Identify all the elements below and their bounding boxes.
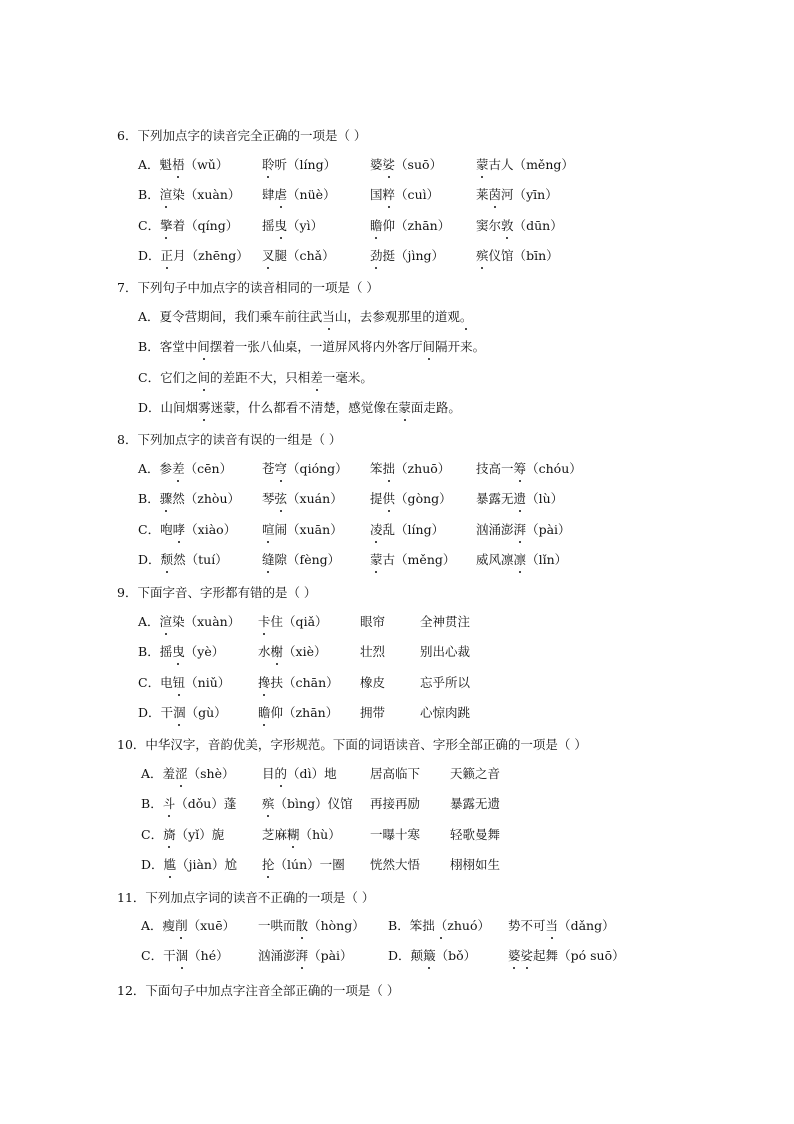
dotted-character: 擎 <box>160 216 173 236</box>
dotted-character: 瞻 <box>258 703 271 723</box>
option-label-item: C．旖（yǐ）旎 <box>141 825 224 845</box>
dotted-character: 钮 <box>173 673 186 693</box>
option-item: 窦尔敦（dūn） <box>476 216 563 236</box>
dotted-character: 湃 <box>296 946 309 966</box>
dotted-character: 榭 <box>271 642 284 662</box>
option-label-item: D．尴（jiàn）尬 <box>141 855 237 875</box>
dotted-character: 间 <box>197 337 210 357</box>
dotted-character: 抡 <box>262 855 275 875</box>
dotted-character: 当 <box>546 916 559 936</box>
dotted-character: 尴 <box>164 855 177 875</box>
option-item: 婆娑（suō） <box>370 155 442 175</box>
dotted-character: 殡 <box>262 794 275 814</box>
question-stem: 7．下列句子中加点字的读音相同的一项是（ ） <box>117 280 379 295</box>
dotted-character: 蒙 <box>398 398 411 418</box>
option-item: 心惊肉跳 <box>420 705 471 721</box>
dotted-character: 正 <box>161 246 174 266</box>
dotted-character: 蒙 <box>370 550 383 570</box>
dotted-character: 劲 <box>370 246 383 266</box>
dotted-character: 喧 <box>262 520 275 540</box>
dotted-character: 瞻 <box>370 216 383 236</box>
option-label-item: D．山间烟雾迷蒙，什么都看不清楚，感觉像在蒙面走路。 <box>138 398 461 418</box>
option-label-item: A．夏令营期间，我们乘车前往武当山，去参观那里的道观。 <box>138 307 472 327</box>
option-item: 殡仪馆（bīn） <box>476 246 559 266</box>
dotted-character: 遗 <box>514 489 527 509</box>
option-item: 水榭（xiè） <box>258 642 327 662</box>
dotted-character: 凌 <box>370 520 383 540</box>
dotted-character: 曳 <box>172 642 185 662</box>
option-label-item: D．颓然（tuí） <box>138 550 228 570</box>
option-item: 提供（gòng） <box>370 489 452 509</box>
option-item: 再接再励 <box>370 796 421 812</box>
dotted-character: 搀 <box>258 673 271 693</box>
option-item: 瞻仰（zhān） <box>258 703 338 723</box>
option-item: 汹涌澎湃（pài） <box>258 946 353 966</box>
option-item: 栩栩如生 <box>450 857 501 873</box>
option-item: 蒙古（měng） <box>370 550 455 570</box>
option-label-item: A．魁梧（wǔ） <box>138 155 228 175</box>
option-item: 喧闹（xuān） <box>262 520 343 540</box>
dotted-character: 供 <box>383 489 396 509</box>
option-item: 瞻仰（zhān） <box>370 216 450 236</box>
dotted-character: 间 <box>198 368 211 388</box>
dotted-character: 蒙 <box>476 155 489 175</box>
option-item: 汹涌澎湃（pài） <box>476 520 571 540</box>
dotted-character: 旖 <box>163 825 176 845</box>
option-item: B．笨拙（zhuó） <box>388 916 490 936</box>
option-item: 肆虐（nüè） <box>262 185 336 205</box>
option-label-item: D．正月（zhēng） <box>138 246 249 266</box>
option-label-item: D．干涸（gù） <box>138 703 227 723</box>
dotted-character: 颓 <box>161 550 174 570</box>
dotted-character: 娑 <box>383 155 396 175</box>
option-label-item: B．摇曳（yè） <box>138 642 224 662</box>
question-stem: 9．下面字音、字形都有错的是（ ） <box>117 585 317 600</box>
option-label-item: C．干涸（hé） <box>141 946 229 966</box>
option-item: 一哄而散（hòng） <box>258 916 365 936</box>
option-item: 橡皮 <box>360 674 386 690</box>
option-label-item: A．瘦削（xuē） <box>141 916 235 936</box>
dotted-character: 差 <box>172 459 185 479</box>
option-label-item: B．斗（dǒu）蓬 <box>141 794 236 814</box>
option-item: 势不可当（dǎng） <box>508 916 615 936</box>
option-item: 卡住（qiǎ） <box>258 612 328 632</box>
option-item: 居高临下 <box>370 766 421 781</box>
option-item: 叉腿（chǎ） <box>262 246 335 266</box>
dotted-character: 叉 <box>262 246 275 266</box>
dotted-character: 曳 <box>275 216 288 236</box>
option-item: 琴弦（xuán） <box>262 489 343 509</box>
option-item: 国粹（cuì） <box>370 185 439 205</box>
option-item: 劲挺（jìng） <box>370 246 444 266</box>
option-label-item: A．渲染（xuàn） <box>138 612 240 632</box>
dotted-character: 殡 <box>476 246 489 266</box>
option-item: 摇曳（yì） <box>262 216 323 236</box>
dotted-character: 卡 <box>258 612 271 632</box>
dotted-character: 散 <box>296 916 309 936</box>
dotted-character: 婆 <box>508 946 521 966</box>
option-item: 技高一筹（chóu） <box>476 459 582 479</box>
dotted-character: 虐 <box>275 185 288 205</box>
option-label-item: B．渲染（xuàn） <box>138 185 240 205</box>
option-label-item: C．电钮（niǔ） <box>138 673 230 693</box>
dotted-character: 筹 <box>514 459 527 479</box>
dotted-character: 渲 <box>160 185 173 205</box>
option-item: 婆娑起舞（pó suō） <box>508 946 625 966</box>
dotted-character: 湃 <box>514 520 527 540</box>
option-item: 暴露无遗 <box>450 796 501 812</box>
option-item: 缝隙（fèng） <box>262 550 340 570</box>
dotted-character: 梧 <box>172 155 185 175</box>
option-item: 暴露无遗（lù） <box>476 489 563 509</box>
dotted-character: 缝 <box>262 550 275 570</box>
option-item: 目的（dì）地 <box>262 764 337 784</box>
dotted-character: 娑 <box>521 946 534 966</box>
dotted-character: 敦 <box>501 216 514 236</box>
option-item: D．颠簸（bǒ） <box>388 946 476 966</box>
dotted-character: 拙 <box>383 459 396 479</box>
dotted-character: 差 <box>310 368 323 388</box>
dotted-character: 茵 <box>489 185 502 205</box>
option-item: 全神贯注 <box>420 614 471 629</box>
dotted-character: 哮 <box>173 520 186 540</box>
option-item: 凌乱（líng） <box>370 520 444 540</box>
dotted-character: 间 <box>423 337 436 357</box>
dotted-character: 聆 <box>262 155 275 175</box>
dotted-character: 的 <box>275 764 288 784</box>
option-label-item: A．参差（cēn） <box>138 459 232 479</box>
option-item: 恍然大悟 <box>370 857 421 873</box>
option-item: 威风凛凛（lǐn） <box>476 550 567 570</box>
question-stem: 8．下列加点字的读音有误的一组是（ ） <box>117 432 342 447</box>
option-item: 聆听（líng） <box>262 155 336 175</box>
option-label-item: B．骤然（zhòu） <box>138 489 240 509</box>
dotted-character: 弦 <box>275 489 288 509</box>
dotted-character: 当 <box>322 307 335 327</box>
question-stem: 11．下列加点字词的读音不正确的一项是（ ） <box>117 890 375 905</box>
option-label-item: A．羞涩（shè） <box>141 764 235 784</box>
question-stem: 12．下面句子中加点字注音全部正确的一项是（ ） <box>117 983 400 998</box>
option-item: 芝麻糊（hù） <box>262 825 341 845</box>
option-item: 蒙古人（měng） <box>476 155 574 175</box>
dotted-character: 糊 <box>287 825 300 845</box>
option-label-item: C．它们之间的差距不大，只相差一毫米。 <box>138 368 373 388</box>
dotted-character: 骤 <box>160 489 173 509</box>
option-label-item: C．擎着（qíng） <box>138 216 238 236</box>
dotted-character: （ <box>435 916 448 936</box>
dotted-character: 削 <box>175 916 188 936</box>
option-label-item: C．咆哮（xiào） <box>138 520 236 540</box>
dotted-character: 涸 <box>173 703 186 723</box>
option-item: 壮烈 <box>360 644 386 660</box>
option-item: 轻歌曼舞 <box>450 826 501 842</box>
dotted-character: 粹 <box>383 185 396 205</box>
option-item: 笨拙（zhuō） <box>370 459 450 479</box>
question-stem: 6．下列加点字的读音完全正确的一项是（ ） <box>117 128 367 143</box>
option-item: 一曝十寒 <box>370 826 421 842</box>
option-item: 莱茵河（yīn） <box>476 185 558 205</box>
option-item: 拥带 <box>360 705 386 721</box>
dotted-character: 斗 <box>163 794 176 814</box>
option-label-item: B．客堂中间摆着一张八仙桌，一道屏风将内外客厅间隔开来。 <box>138 337 485 357</box>
dotted-character: 雾 <box>198 398 211 418</box>
option-item: 殡（bìng）仪馆 <box>262 794 353 814</box>
dotted-character: 凛 <box>514 550 527 570</box>
option-item: 搀扶（chān） <box>258 673 339 693</box>
option-item: 别出心裁 <box>420 644 471 660</box>
option-item: 天籁之音 <box>450 766 501 781</box>
dotted-character: 渲 <box>160 612 173 632</box>
option-item: 忘乎所以 <box>420 674 471 690</box>
dotted-character: 簸 <box>423 946 436 966</box>
option-item: 苍穹（qióng） <box>262 459 348 479</box>
question-stem: 10．中华汉字，音韵优美，字形规范。下面的词语读音、字形全部正确的一项是（ ） <box>117 737 587 752</box>
dotted-character: 涸 <box>176 946 189 966</box>
dotted-character: 穹 <box>275 459 288 479</box>
dotted-character: 涩 <box>175 764 188 784</box>
option-item: 抡（lún）一圈 <box>262 855 345 875</box>
option-item: 眼帘 <box>360 614 386 629</box>
dotted-character: 。 <box>460 307 473 327</box>
